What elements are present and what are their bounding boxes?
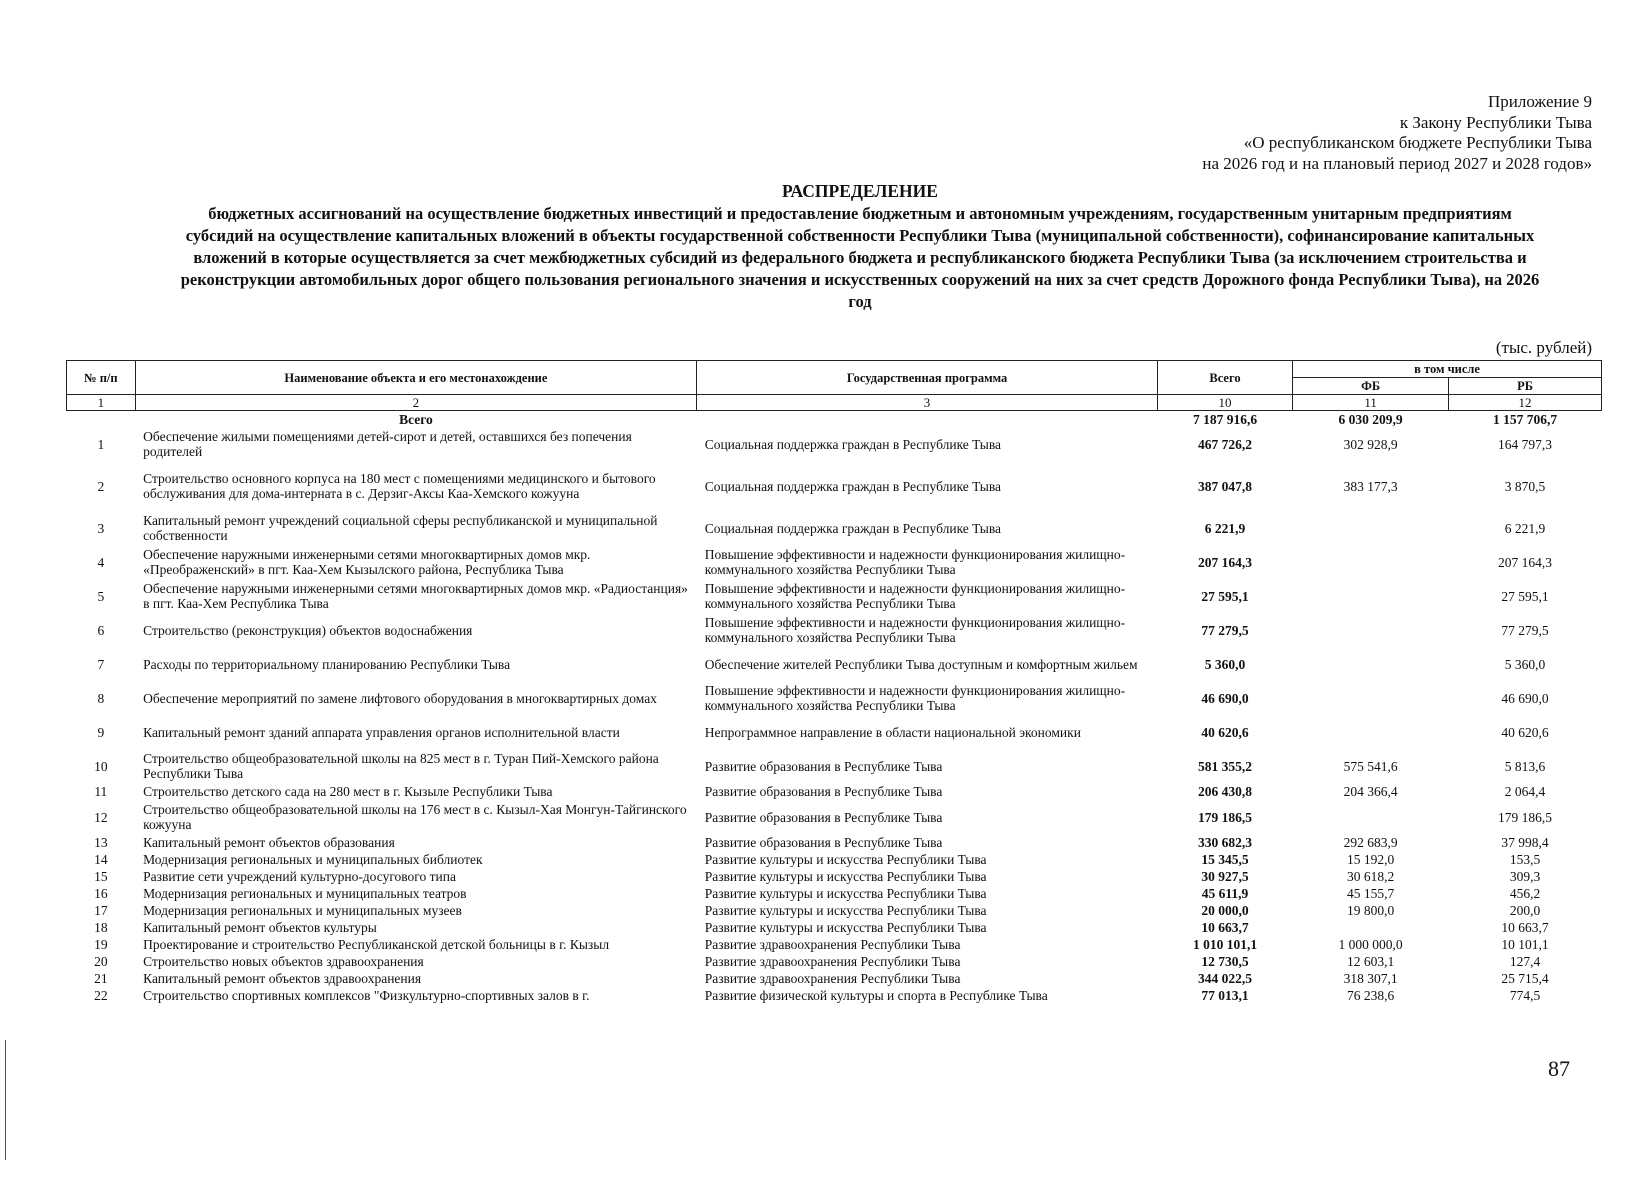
- fb-amount: [1293, 647, 1449, 681]
- fb-amount: 302 928,9: [1343, 436, 1398, 452]
- rb-amount: 309,3: [1509, 869, 1541, 884]
- rb-amount: 10 101,1: [1501, 937, 1549, 952]
- colnum-total: 10: [1157, 395, 1292, 411]
- total-fb: 6 030 209,9: [1338, 411, 1403, 427]
- row-number: 12: [94, 809, 108, 825]
- row-number: 2: [97, 478, 105, 494]
- row-number: 20: [94, 954, 108, 969]
- program-name: Развитие образования в Республике Тыва: [704, 835, 943, 850]
- program-name: Социальная поддержка граждан в Республике Тыва: [704, 478, 1002, 494]
- rb-amount: 6 221,9: [1504, 520, 1546, 536]
- fb-amount: [1293, 919, 1449, 936]
- row-number: 19: [94, 937, 108, 952]
- fb-amount: [1293, 613, 1449, 647]
- total-empty-program: [697, 411, 1158, 428]
- object-name: Строительство общеобразовательной школы на 176 мест в с. Кызыл-Хая Монгун-Тайгинского кожууна: [143, 802, 687, 832]
- total-amount: 330 682,3: [1198, 835, 1252, 850]
- rb-amount: 40 620,6: [1501, 724, 1549, 740]
- row-number: 10: [94, 758, 108, 774]
- total-amount: 20 000,0: [1201, 903, 1249, 918]
- total-amount: 45 611,9: [1201, 886, 1249, 901]
- table-row: [67, 885, 1602, 902]
- total-amount: 179 186,5: [1198, 809, 1252, 825]
- rb-amount: 3 870,5: [1504, 478, 1546, 494]
- table-row: [67, 579, 1602, 613]
- row-number: 7: [97, 656, 105, 672]
- rb-amount: 164 797,3: [1498, 436, 1553, 452]
- header-name: Наименование объекта и его местонахождение: [135, 361, 697, 395]
- total-amount: 46 690,0: [1201, 690, 1249, 706]
- row-number: 17: [94, 903, 108, 918]
- rb-amount: 27 595,1: [1501, 588, 1549, 604]
- header-num: № п/п: [67, 361, 136, 395]
- colnum-rb: 12: [1449, 395, 1602, 411]
- header-including: в том числе: [1293, 361, 1602, 378]
- appendix-line-4: на 2026 год и на плановый период 2027 и 2028 годов»: [1202, 153, 1592, 173]
- object-name: Модернизация региональных и муниципальных библиотек: [143, 852, 483, 867]
- rb-amount: 5 360,0: [1504, 656, 1546, 672]
- object-name: Капитальный ремонт объектов здравоохранения: [143, 971, 422, 986]
- total-amount: 40 620,6: [1201, 724, 1249, 740]
- object-name: Капитальный ремонт учреждений социальной сферы республиканской и муниципальной собственности: [143, 513, 658, 543]
- object-name: Капитальный ремонт зданий аппарата управления органов исполнительной власти: [143, 724, 620, 740]
- row-number: 8: [97, 690, 105, 706]
- total-amount: 467 726,2: [1198, 436, 1252, 452]
- row-number: 16: [94, 886, 108, 901]
- fb-amount: [1293, 511, 1449, 545]
- program-name: Развитие культуры и искусства Республики Тыва: [704, 920, 987, 935]
- total-amount: 344 022,5: [1198, 971, 1252, 986]
- row-number: 14: [94, 852, 108, 867]
- table-row: [67, 647, 1602, 681]
- table-row: [67, 953, 1602, 970]
- header-fb: ФБ: [1293, 378, 1449, 395]
- table-row: [67, 613, 1602, 647]
- program-name: Обеспечение жителей Республики Тыва доступным и комфортным жильем: [704, 656, 1138, 672]
- fb-amount: [1293, 545, 1449, 579]
- rb-amount: 200,0: [1509, 903, 1541, 918]
- fb-amount: 1 000 000,0: [1338, 937, 1403, 952]
- total-empty-num: [67, 411, 136, 428]
- fb-amount: 19 800,0: [1346, 903, 1395, 918]
- row-number: 9: [97, 724, 105, 740]
- total-amount: 387 047,8: [1198, 478, 1252, 494]
- total-rb: 1 157 706,7: [1492, 411, 1558, 427]
- table-row: [67, 936, 1602, 953]
- program-name: Развитие здравоохранения Республики Тыва: [704, 937, 961, 952]
- fb-amount: [1293, 800, 1449, 834]
- program-name: Развитие культуры и искусства Республики Тыва: [704, 852, 987, 867]
- appendix-line-3: «О республиканском бюджете Республики Тыва: [1243, 133, 1592, 152]
- object-name: Обеспечение наружными инженерными сетями многоквартирных домов мкр. «Радиостанция» в пгт. Каа-Хем Республика Тыва: [143, 581, 688, 611]
- total-label: Всего: [399, 411, 433, 427]
- table-row: [67, 834, 1602, 851]
- total-amount: 15 345,5: [1201, 852, 1249, 867]
- table-row: [67, 902, 1602, 919]
- row-number: 3: [97, 520, 105, 536]
- unit-label: (тыс. рублей): [1495, 338, 1592, 357]
- fb-amount: [1293, 681, 1449, 715]
- program-name: Социальная поддержка граждан в Республике Тыва: [704, 436, 1002, 452]
- header-program: Государственная программа: [697, 361, 1158, 395]
- table-row: [67, 987, 1602, 1004]
- total-amount: 30 927,5: [1201, 869, 1249, 884]
- program-name: Непрограммное направление в области национальной экономики: [704, 724, 1081, 740]
- object-name: Строительство детского сада на 280 мест в г. Кызыле Республики Тыва: [143, 784, 553, 799]
- page-number: 87: [1548, 1056, 1570, 1081]
- program-name: Повышение эффективности и надежности функционирования жилищно-коммунального хозяйства Республики Тыва: [704, 615, 1126, 645]
- total-amount: 581 355,2: [1198, 758, 1252, 774]
- colnum-fb: 11: [1293, 395, 1449, 411]
- total-sum: 7 187 916,6: [1192, 411, 1258, 427]
- program-name: Повышение эффективности и надежности функционирования жилищно-коммунального хозяйства Республики Тыва: [704, 683, 1126, 713]
- row-number: 18: [94, 920, 108, 935]
- row-number: 4: [97, 554, 105, 570]
- fb-amount: 45 155,7: [1346, 886, 1395, 901]
- total-amount: 206 430,8: [1198, 784, 1252, 799]
- header-rb: РБ: [1449, 378, 1602, 395]
- row-number: 1: [97, 436, 105, 452]
- rb-amount: 5 813,6: [1504, 758, 1546, 774]
- object-name: Проектирование и строительство Республиканской детской больницы в г. Кызыл: [143, 937, 610, 952]
- table-row: [67, 868, 1602, 885]
- fb-amount: 204 366,4: [1343, 784, 1398, 799]
- object-name: Строительство новых объектов здравоохранения: [143, 954, 424, 969]
- table-row: [67, 545, 1602, 579]
- appendix-reference: [892, 92, 1592, 174]
- object-name: Модернизация региональных и муниципальных музеев: [143, 903, 462, 918]
- fb-amount: [1293, 715, 1449, 749]
- fb-amount: 292 683,9: [1343, 835, 1398, 850]
- total-row: [67, 411, 1602, 428]
- table-row: [67, 783, 1602, 800]
- rb-amount: 25 715,4: [1501, 971, 1549, 986]
- row-number: 6: [97, 622, 105, 638]
- program-name: Развитие образования в Республике Тыва: [704, 809, 943, 825]
- rb-amount: 207 164,3: [1498, 554, 1553, 570]
- fb-amount: [1293, 579, 1449, 613]
- rb-amount: 10 663,7: [1501, 920, 1549, 935]
- total-amount: 10 663,7: [1201, 920, 1249, 935]
- rb-amount: 153,5: [1509, 852, 1541, 867]
- object-name: Расходы по территориальному планированию Республики Тыва: [143, 656, 511, 672]
- table-row: [67, 749, 1602, 783]
- colnum-num: 1: [67, 395, 136, 411]
- rb-amount: 456,2: [1509, 886, 1541, 901]
- object-name: Строительство (реконструкция) объектов водоснабжения: [143, 622, 473, 638]
- row-number: 15: [94, 869, 108, 884]
- total-amount: 5 360,0: [1204, 656, 1246, 672]
- scan-edge-line: [5, 1040, 6, 1160]
- program-name: Развитие здравоохранения Республики Тыва: [704, 954, 961, 969]
- table-row: [67, 970, 1602, 987]
- total-amount: 6 221,9: [1204, 520, 1246, 536]
- fb-amount: 318 307,1: [1343, 971, 1398, 986]
- program-name: Развитие культуры и искусства Республики Тыва: [704, 869, 987, 884]
- object-name: Обеспечение мероприятий по замене лифтового оборудования в многоквартирных домах: [143, 690, 657, 706]
- program-name: Повышение эффективности и надежности функционирования жилищно-коммунального хозяйства Республики Тыва: [704, 581, 1126, 611]
- fb-amount: 383 177,3: [1343, 478, 1398, 494]
- title-heading: РАСПРЕДЕЛЕНИЕ: [782, 181, 938, 201]
- total-amount: 27 595,1: [1201, 588, 1249, 604]
- fb-amount: 15 192,0: [1346, 852, 1395, 867]
- program-name: Развитие образования в Республике Тыва: [704, 758, 943, 774]
- object-name: Строительство общеобразовательной школы на 825 мест в г. Туран Пий-Хемского района Республики Тыва: [143, 751, 659, 781]
- program-name: Развитие здравоохранения Республики Тыва: [704, 971, 961, 986]
- rb-amount: 37 998,4: [1501, 835, 1549, 850]
- row-number: 5: [97, 588, 105, 604]
- object-name: Капитальный ремонт объектов образования: [143, 835, 395, 850]
- row-number: 13: [94, 835, 108, 850]
- program-name: Развитие культуры и искусства Республики Тыва: [704, 886, 987, 901]
- fb-amount: 575 541,6: [1343, 758, 1398, 774]
- total-amount: 207 164,3: [1198, 554, 1252, 570]
- colnum-program: 3: [697, 395, 1158, 411]
- object-name: Модернизация региональных и муниципальных театров: [143, 886, 467, 901]
- table-row: [67, 681, 1602, 715]
- program-name: Развитие культуры и искусства Республики Тыва: [704, 903, 987, 918]
- program-name: Повышение эффективности и надежности функционирования жилищно-коммунального хозяйства Республики Тыва: [704, 547, 1126, 577]
- table-row: [67, 800, 1602, 834]
- object-name: Развитие сети учреждений культурно-досугового типа: [143, 869, 456, 884]
- program-name: Развитие физической культуры и спорта в Республике Тыва: [704, 988, 1048, 1003]
- table-row: [67, 715, 1602, 749]
- row-number: 11: [94, 784, 108, 799]
- program-name: Развитие образования в Республике Тыва: [704, 784, 943, 799]
- rb-amount: 179 186,5: [1498, 809, 1553, 825]
- total-amount: 12 730,5: [1201, 954, 1249, 969]
- rb-amount: 77 279,5: [1501, 622, 1549, 638]
- program-name: Социальная поддержка граждан в Республике Тыва: [704, 520, 1002, 536]
- table-row: [67, 919, 1602, 936]
- row-number: 21: [94, 971, 108, 986]
- allocation-table: [66, 360, 1602, 1004]
- rb-amount: 2 064,4: [1504, 784, 1546, 799]
- fb-amount: 12 603,1: [1346, 954, 1395, 969]
- appendix-line-2: к Закону Республики Тыва: [1399, 112, 1592, 132]
- object-name: Строительство основного корпуса на 180 мест с помещениями медицинского и бытового обслуживания для дома-интерната в с. Дерзиг-Аксы Каа-Хемского кожууна: [143, 471, 656, 501]
- header-total: Всего: [1157, 361, 1292, 395]
- title-text: бюджетных ассигнований на осуществление бюджетных инвестиций и предоставление бюджетным и автономным учреждениям, государственным унитарным предприятиям субсидий на осуществление капитальных вложений в объекты государственной собственности Республики Тыва (муниципальной собственности), софинансирование капитальных вложений в которые осуществляется за счет межбюджетных субсидий из федерального бюджета и республиканского бюджета Республики Тыва (за исключением строительства и реконструкции автомобильных дорог общего пользования регионального значения и искусственных сооружений на них за счет средств Дорожного фонда Республики Тыва), на 2026 год: [180, 204, 1540, 311]
- total-amount: 77 013,1: [1201, 988, 1249, 1003]
- table-row: [67, 851, 1602, 868]
- rb-amount: 127,4: [1509, 954, 1541, 969]
- object-name: Капитальный ремонт объектов культуры: [143, 920, 377, 935]
- object-name: Обеспечение наружными инженерными сетями многоквартирных домов мкр. «Преображенский» в пгт. Каа-Хем Кызылского района, Республика Тыва: [143, 547, 591, 577]
- object-name: Обеспечение жилыми помещениями детей-сирот и детей, оставшихся без попечения родителей: [143, 429, 632, 459]
- rb-amount: 46 690,0: [1501, 690, 1549, 706]
- fb-amount: 30 618,2: [1346, 869, 1395, 884]
- colnum-name: 2: [135, 395, 697, 411]
- appendix-line-1: Приложение 9: [1488, 92, 1592, 111]
- table-row: [67, 511, 1602, 545]
- row-number: 22: [94, 988, 108, 1003]
- object-name: Строительство спортивных комплексов "Физкультурно-спортивных залов в г.: [143, 988, 590, 1003]
- fb-amount: 76 238,6: [1346, 988, 1395, 1003]
- total-amount: 77 279,5: [1201, 622, 1249, 638]
- table-row: [67, 461, 1602, 511]
- total-amount: 1 010 101,1: [1192, 937, 1258, 952]
- document-title: [180, 180, 1540, 313]
- rb-amount: 774,5: [1509, 988, 1541, 1003]
- table-row: [67, 427, 1602, 461]
